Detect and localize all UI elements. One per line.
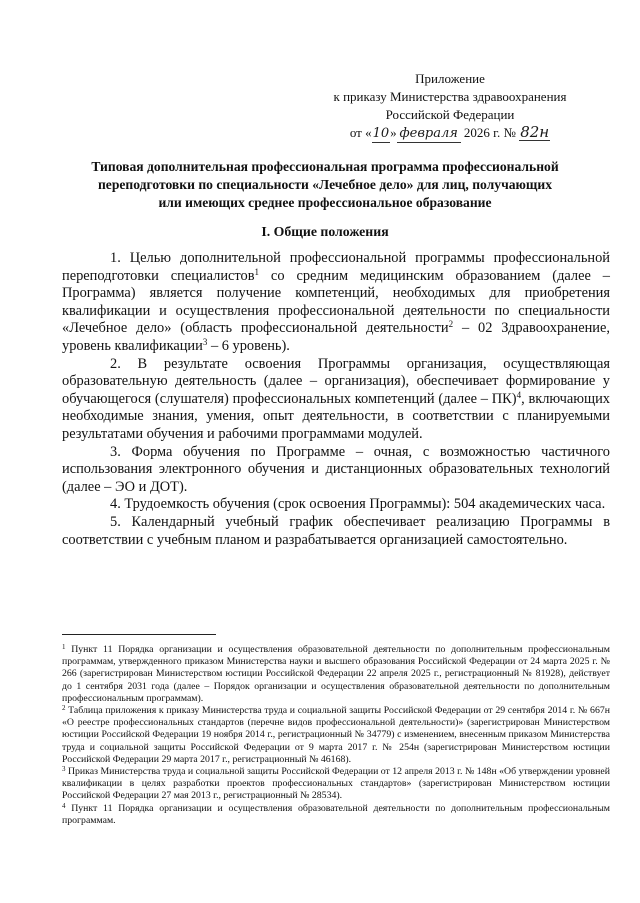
footnote-ref-2: 2 [448, 319, 454, 330]
section-heading: I. Общие положения [261, 224, 389, 239]
footnote-3: $^3$ Приказ Министерства труда и социальной защиты Российской Федерации от 12 апреля 2013 г. № 148н «Об утверждении уровней квалификации в целях разработки проектов профессиональных стандартов» (зарегистрирован Министерством юстиции Российской Федерации 27 мая 2013 г., регистрационный № 28534). [62, 765, 610, 802]
footnote-2: $^2$ Таблица приложения к приказу Министерства труда и социальной защиты Российской Федерации от 29 сентября 2014 г. № 667н «О реестре профессиональных стандартов (перечне видов профессиональной деятельности)» (зарегистрирован Министерством юстиции Российской Федерации 19 ноября 2014 г., регистрационный № 34779) с изменением, внесенным приказом Министерства труда и социальной защиты Российской Федерации от 9 марта 2017 г. № 254н (зарегистрирован Министерством юстиции Российской Федерации 29 марта 2017 г., регистрационный № 46168). [62, 704, 610, 765]
footnote-separator [62, 634, 216, 635]
annex-header [300, 70, 600, 143]
document-body [62, 250, 610, 549]
footnote-4: $^4$ Пункт 11 Порядка организации и осуществления образовательной деятельности по дополнительным профессиональным программам. [62, 801, 610, 826]
paragraph-4: 4. Трудоемкость обучения (срок освоения Программы): 504 академических часа. [110, 496, 606, 513]
annex-title: Приложение [415, 71, 485, 86]
annex-date-line [300, 124, 600, 143]
footnote-ref-1: 1 [254, 266, 259, 277]
footnotes [62, 644, 610, 827]
handwritten-day: 10 [372, 126, 390, 141]
paragraph-2: 2. В результате освоения Программы организация, осуществляющая образовательную деятельность (далее – организация), обеспечивает формирование у обучающегося (слушателя) профессиональных компетенций (далее – ПК)$^4$, включающих необходимые знания, умения, опыт деятельности, в соответствии с планируемыми результатами обучения и рабочими программами модулей. [62, 355, 610, 442]
footnote-ref-4: 4 [516, 389, 522, 400]
footnote-ref-3: 3 [202, 336, 208, 347]
date-mid: » [390, 125, 397, 140]
handwritten-month: февраля [397, 126, 461, 143]
footnote-1: $^1$ Пункт 11 Порядка организации и осуществления образовательной деятельности по дополнительным профессиональным программам, утвержденного приказом Министерства науки и высшего образования Российской Федерации от 24 марта 2025 г. № 266 (зарегистрирован Министерством юстиции Российской Федерации 22 апреля 2025 г., регистрационный № 81928), действует до 1 сентября 2031 года (далее – Порядок организации и осуществления образовательной деятельности по дополнительным профессиональным программам). [62, 643, 610, 704]
date-year: 2026 г. № [463, 125, 516, 140]
title-line-2: переподготовки по специальности «Лечебное дело» для лиц, получающих [97, 177, 553, 192]
paragraph-3: 3. Форма обучения по Программе – очная, с возможностью частичного использования электронного обучения и дистанционных образовательных технологий (далее – ЭО и ДОТ). [62, 443, 610, 495]
handwritten-order-number: 82н [520, 123, 550, 141]
title-line-3: или имеющих среднее профессиональное образование [158, 195, 492, 210]
annex-order-line: к приказу Министерства здравоохранения [333, 89, 567, 104]
paragraph-5: 5. Календарный учебный график обеспечивает реализацию Программы в соответствии с учебным планом и разрабатывается организацией самостоятельно. [62, 513, 610, 548]
paragraph-1: 1. Целью дополнительной профессиональной программы профессиональной переподготовки специалистов$^1$ со средним медицинским образованием (далее – Программа) является получение компетенций, необходимых для приобретения квалификации и осуществления профессиональной деятельности по специальности «Лечебное дело» (область профессиональной деятельности$^2$ – 02 Здравоохранение, уровень квалификации$^3$ – 6 уровень). [62, 250, 610, 354]
document-title [60, 158, 590, 212]
title-line-1: Типовая дополнительная профессиональная программа профессиональной [91, 159, 559, 174]
annex-country-line: Российской Федерации [385, 107, 515, 122]
date-prefix: от « [349, 125, 372, 140]
